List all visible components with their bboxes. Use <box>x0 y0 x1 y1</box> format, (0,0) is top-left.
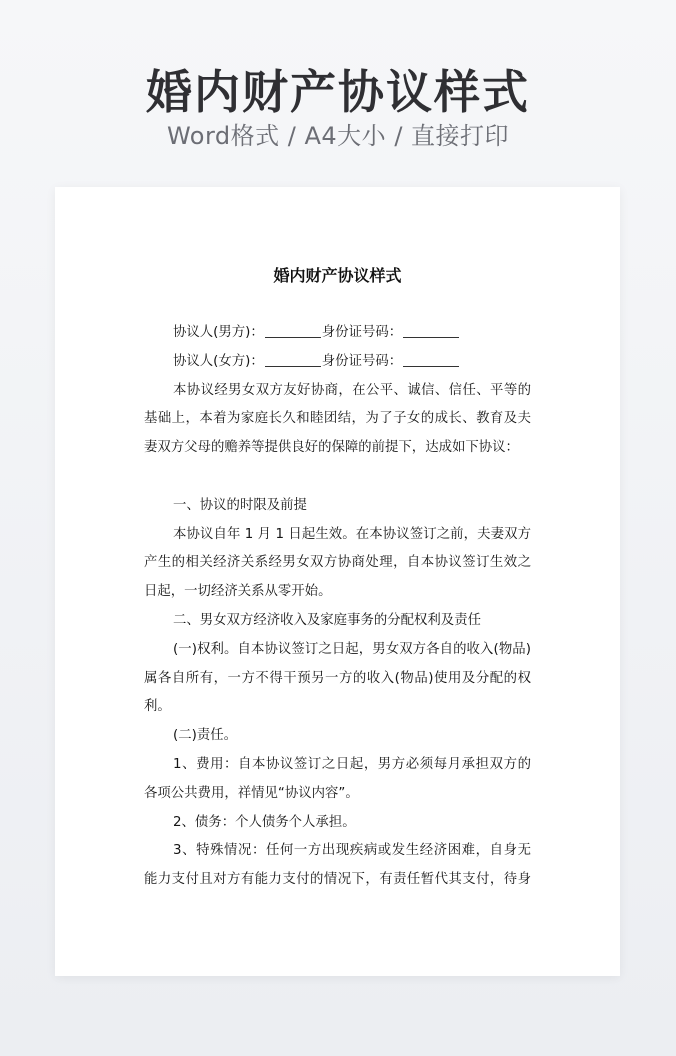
party-female-label: 协议人(女方)： <box>173 353 264 369</box>
id-male-blank <box>403 323 459 338</box>
debt-line: 2、债务：个人债务个人承担。 <box>173 814 356 830</box>
intro-line: 本协议经男女双方友好协商，在公平、诚信、信任、平等的 <box>173 382 531 398</box>
rights-line: 利。 <box>144 699 171 715</box>
expense-line: 各项公共费用，祥情见“协议内容”。 <box>144 785 359 801</box>
page-header <box>0 0 676 185</box>
party-male-line <box>144 319 531 348</box>
intro-line: 妻双方父母的赡养等提供良好的保障的前提下，达成如下协议： <box>144 440 519 456</box>
section1-heading: 一、协议的时限及前提 <box>173 497 307 513</box>
document-paper <box>55 187 620 976</box>
section1-line: 本协议自年 1 月 1 日起生效。在本协议签订之前，夫妻双方 <box>173 526 531 542</box>
page-subtitle: Word格式 / A4大小 / 直接打印 <box>166 122 510 150</box>
document-title: 婚内财产协议样式 <box>273 266 402 285</box>
section1-line: 产生的相关经济关系经男女双方协商处理，自本协议签订生效之 <box>144 555 531 571</box>
page-title: 婚内财产协议样式 <box>146 65 530 119</box>
expense-line: 1、费用：自本协议签订之日起，男方必须每月承担双方的 <box>173 756 531 772</box>
party-male-blank <box>265 323 321 338</box>
spacer <box>144 463 531 492</box>
special-line: 3、特殊情况：任何一方出现疾病或发生经济困难，自身无 <box>173 843 531 859</box>
duty-heading: (二)责任。 <box>173 728 238 744</box>
special-line: 能力支付且对方有能力支付的情况下，有责任暂代其支付，待身 <box>144 872 531 888</box>
party-female-line <box>144 348 531 377</box>
id-label-female: 身份证号码： <box>321 353 403 369</box>
section2-heading: 二、男女双方经济收入及家庭事务的分配权利及责任 <box>173 612 481 628</box>
party-male-label: 协议人(男方)： <box>173 325 264 340</box>
rights-line: 属各自所有，一方不得干预另一方的收入(物品)使用及分配的权 <box>144 670 531 686</box>
section1-line: 日起，一切经济关系从零开始。 <box>144 584 332 600</box>
id-label-male: 身份证号码： <box>321 325 403 340</box>
id-female-blank <box>403 352 459 367</box>
document-body <box>144 319 531 895</box>
party-female-blank <box>265 352 321 367</box>
intro-line: 基础上，本着为家庭长久和睦团结，为了子女的成长、教育及夫 <box>144 411 531 427</box>
rights-line: (一)权利。自本协议签订之日起，男女双方各自的收入(物品) <box>173 641 531 657</box>
